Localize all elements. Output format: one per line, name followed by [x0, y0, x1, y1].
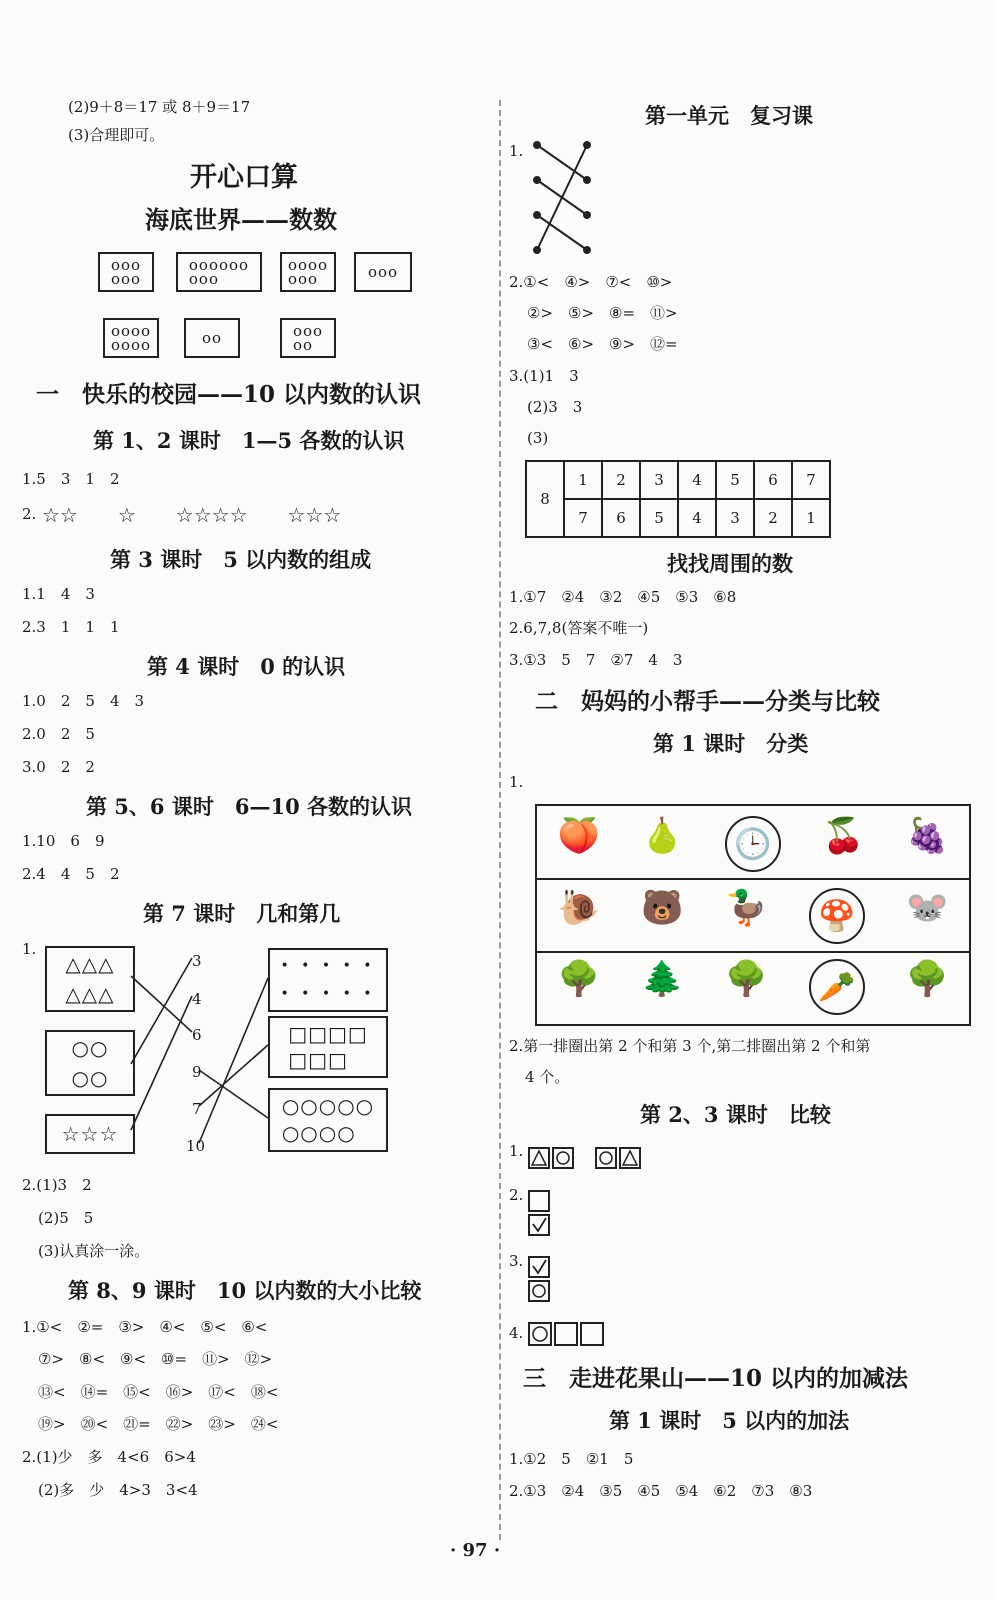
- circle-box: [552, 1147, 574, 1169]
- answer-line: 1.5 3 1 2: [22, 470, 120, 488]
- duck-icon: 🦆: [724, 888, 768, 928]
- picture-row: [537, 888, 969, 944]
- answer-line: 3.①3 5 7 ②7 4 3: [509, 651, 683, 669]
- grid-total-cell: 8: [526, 461, 564, 537]
- grid-cell: 3: [716, 499, 754, 537]
- answer-label: 1.: [509, 142, 524, 160]
- answer-line: 3.0 2 2: [22, 758, 95, 776]
- lesson-title: 第 1 课时 5 以内的加法: [609, 1408, 850, 1433]
- grid-cell: 1: [564, 461, 602, 499]
- grid-cell: 4: [678, 499, 716, 537]
- tree-icon: 🌳: [557, 959, 600, 999]
- circle-box: [595, 1147, 617, 1169]
- grid-cell: 6: [754, 461, 792, 499]
- answer-line: (2)9＋8＝17 或 8＋9＝17: [68, 98, 251, 116]
- match-shape-box: ○○ ○○: [45, 1030, 135, 1096]
- answer-label: 2.: [509, 1186, 524, 1204]
- answer-line: 1.①2 5 ②1 5: [509, 1450, 634, 1468]
- lesson-title: 第 1 课时 分类: [653, 731, 809, 756]
- page-number: · 97 ·: [450, 1540, 501, 1561]
- answer-line: 2.①< ④> ⑦< ⑩>: [509, 273, 673, 291]
- dot-box: ooo ooo: [98, 252, 154, 292]
- answer-line: 2.①3 ②4 ③5 ④5 ⑤4 ⑥2 ⑦3 ⑧3: [509, 1482, 813, 1500]
- lesson-title: 第 1、2 课时 1—5 各数的认识: [93, 428, 405, 453]
- matching-lines: [0, 0, 495, 1200]
- section-title: 开心口算: [190, 162, 298, 193]
- answer-line: 2.第一排圈出第 2 个和第 3 个,第二排圈出第 2 个和第: [509, 1037, 871, 1055]
- section-title: 第一单元 复习课: [645, 103, 813, 128]
- grid-cell: 2: [602, 461, 640, 499]
- classification-picture-table: [535, 804, 971, 1026]
- bear-icon: 🐻: [641, 888, 684, 928]
- empty-box: [528, 1190, 550, 1212]
- answer-line: 3.(1)1 3: [509, 367, 579, 385]
- grid-cell: 2: [754, 499, 792, 537]
- match-target-box: • • • • • • • • • •: [268, 948, 388, 1012]
- star-answer: ☆☆ ☆ ☆☆☆☆ ☆☆☆: [42, 503, 342, 527]
- answer-line: 2.6,7,8(答案不唯一): [509, 619, 649, 637]
- review-matching-lines: [525, 140, 625, 260]
- lesson-title: 第 4 课时 0 的认识: [147, 654, 346, 679]
- peach-icon: 🍑: [557, 816, 600, 856]
- dot-box: oooo oooo: [103, 318, 159, 358]
- cherry-icon: 🍒: [822, 816, 865, 856]
- tree-icon: 🌲: [641, 959, 684, 999]
- grid-cell: 1: [792, 499, 830, 537]
- answer-line: (2)多 少 4>3 3<4: [38, 1481, 198, 1499]
- unit-title: 一 快乐的校园——10 以内数的认识: [36, 381, 422, 408]
- triangle-box: [528, 1147, 550, 1169]
- answer-line: ⑬< ⑭= ⑮< ⑯> ⑰< ⑱<: [38, 1383, 279, 1401]
- answer-label: 1.: [22, 940, 37, 958]
- check-box: [528, 1256, 550, 1278]
- answer-line: 1.1 4 3: [22, 585, 95, 603]
- dot-box: ooo: [354, 252, 412, 292]
- answer-line: (2)3 3: [527, 398, 583, 416]
- answer-line: 1.0 2 5 4 3: [22, 692, 145, 710]
- answer-line: 2.(1)少 多 4<6 6>4: [22, 1448, 196, 1466]
- answer-line: 2.4 4 5 2: [22, 865, 120, 883]
- answer-label: 1.: [509, 1142, 524, 1160]
- lesson-title: 第 5、6 课时 6—10 各数的认识: [86, 794, 412, 819]
- answer-label: 1.: [509, 773, 524, 791]
- grape-icon: 🍇: [905, 816, 949, 856]
- answer-label: 3.: [509, 1252, 524, 1270]
- picture-row: [537, 959, 969, 1015]
- answer-line: ⑲> ⑳< ㉑= ㉒> ㉓> ㉔<: [38, 1415, 279, 1433]
- answer-line: ③< ⑥> ⑨> ⑫=: [527, 335, 678, 353]
- grid-cell: 3: [640, 461, 678, 499]
- match-target-box: □□□□ □□□: [268, 1016, 388, 1078]
- answer-line: (3)合理即可。: [68, 126, 165, 144]
- match-target-box: ○○○○○ ○○○○: [268, 1088, 388, 1152]
- answer-line: 4 个。: [525, 1068, 570, 1086]
- snail-icon: 🐌: [557, 888, 600, 928]
- mouse-icon: 🐭: [905, 888, 949, 928]
- answer-line: 2.(1)3 2: [22, 1176, 92, 1194]
- dot-box: ooo oo: [280, 318, 336, 358]
- dot-box: oooooo ooo: [176, 252, 262, 292]
- grid-cell: 4: [678, 461, 716, 499]
- answer-line: 2.0 2 5: [22, 725, 95, 743]
- lesson-title: 第 8、9 课时 10 以内数的大小比较: [68, 1278, 422, 1303]
- unit-title: 二 妈妈的小帮手——分类与比较: [535, 688, 880, 715]
- lesson-title: 第 3 课时 5 以内数的组成: [110, 547, 372, 572]
- answer-line: ②> ⑤> ⑧= ⑪>: [527, 304, 678, 322]
- grid-cell: 7: [792, 461, 830, 499]
- clock-icon: 🕒: [725, 816, 781, 872]
- pear-icon: 🍐: [641, 816, 684, 856]
- unit-title: 三 走进花果山——10 以内的加减法: [523, 1365, 909, 1392]
- grid-cell: 5: [716, 461, 754, 499]
- section-subtitle: 海底世界——数数: [145, 205, 337, 234]
- match-number: 7: [192, 1100, 202, 1118]
- tree-icon: 🌳: [905, 959, 949, 999]
- answer-line: ⑦> ⑧< ⑨< ⑩= ⑪> ⑫>: [38, 1350, 273, 1368]
- match-number: 10: [186, 1137, 206, 1155]
- answer-line: 1.①7 ②4 ③2 ④5 ⑤3 ⑥8: [509, 588, 737, 606]
- empty-box: [580, 1322, 604, 1346]
- radish-icon: 🥕: [809, 959, 865, 1015]
- grid-cell: 7: [564, 499, 602, 537]
- grid-cell: 5: [640, 499, 678, 537]
- match-number: 4: [192, 990, 202, 1008]
- circle-box: [528, 1322, 552, 1346]
- check-box: [528, 1214, 550, 1236]
- answer-line: (2)5 5: [38, 1209, 94, 1227]
- answer-line: (3)认真涂一涂。: [38, 1242, 150, 1260]
- column-divider: [499, 100, 501, 1540]
- answer-line: (3): [527, 429, 549, 447]
- lesson-title: 找找周围的数: [667, 551, 793, 576]
- dot-box: oo: [184, 318, 240, 358]
- empty-box: [554, 1322, 578, 1346]
- number-composition-grid: [525, 460, 831, 538]
- match-shape-box: △△△ △△△: [45, 946, 135, 1012]
- match-number: 9: [192, 1063, 202, 1081]
- match-number: 6: [192, 1026, 202, 1044]
- answer-label: 4.: [509, 1324, 524, 1342]
- lesson-title: 第 2、3 课时 比较: [640, 1102, 831, 1127]
- lesson-title: 第 7 课时 几和第几: [143, 901, 341, 926]
- dot-box: oooo ooo: [280, 252, 336, 292]
- answer-label: 2.: [22, 505, 37, 523]
- picture-row: [537, 816, 969, 872]
- triangle-box: [619, 1147, 641, 1169]
- answer-line: 1.①< ②= ③> ④< ⑤< ⑥<: [22, 1318, 268, 1336]
- match-number: 3: [192, 952, 202, 970]
- tree-icon: 🌳: [724, 959, 768, 999]
- grid-cell: 6: [602, 499, 640, 537]
- match-shape-box: ☆☆☆: [45, 1114, 135, 1154]
- mushroom-icon: 🍄: [809, 888, 865, 944]
- answer-line: 1.10 6 9: [22, 832, 105, 850]
- answer-line: 2.3 1 1 1: [22, 618, 120, 636]
- circle-box: [528, 1280, 550, 1302]
